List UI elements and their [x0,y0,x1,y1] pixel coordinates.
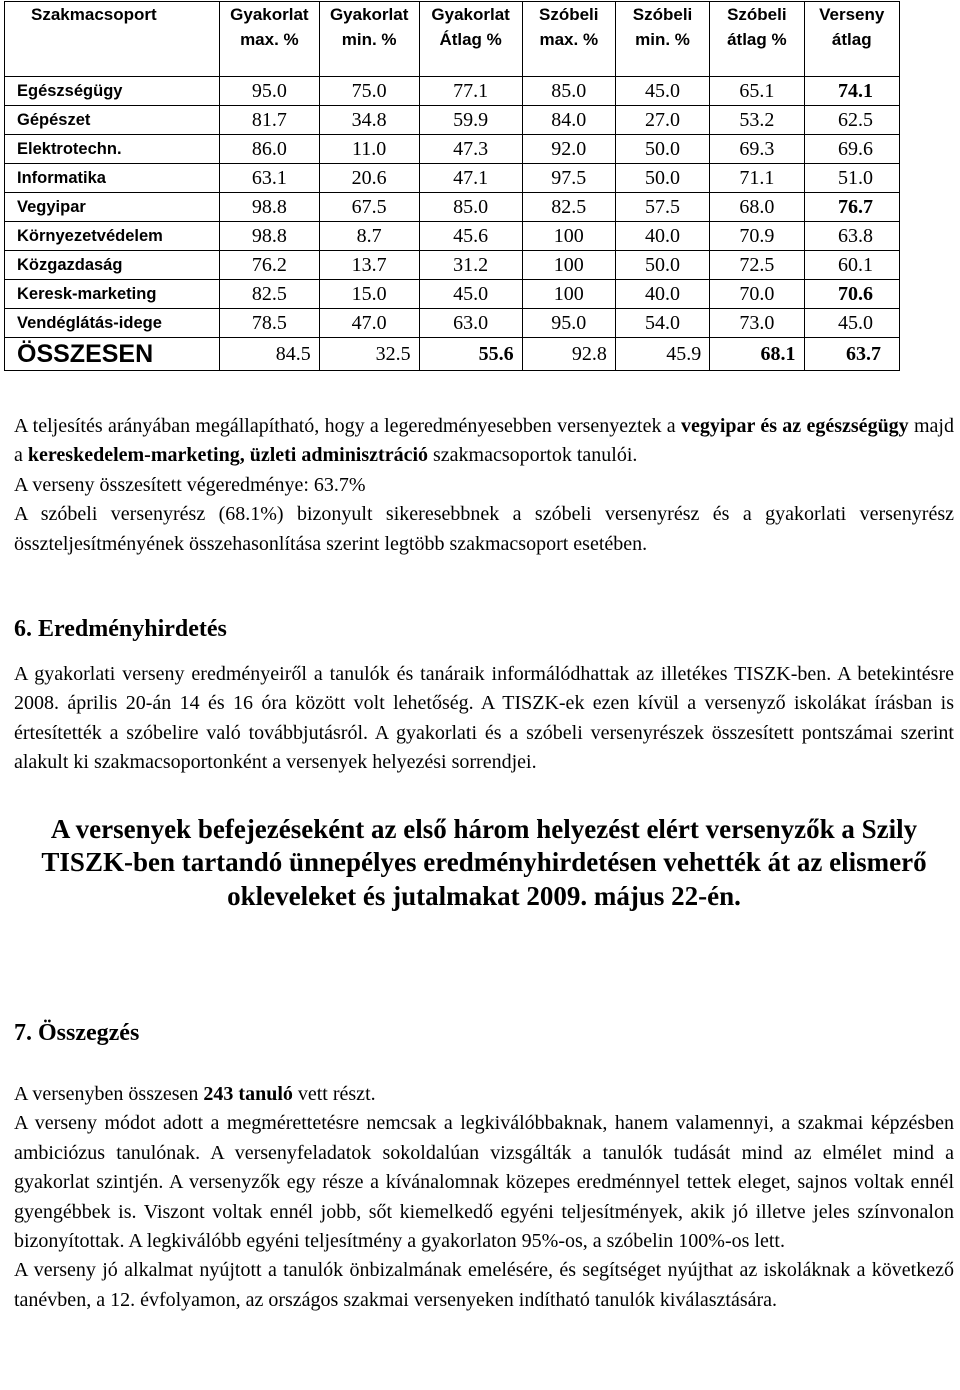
total-cell: 63.7 [804,338,900,371]
table-cell: 76.2 [219,251,319,280]
table-row [5,280,900,309]
table-cell: 53.2 [710,106,804,135]
row-label: Vegyipar [5,193,220,222]
table-cell: 82.5 [522,193,615,222]
table-cell: 15.0 [319,280,419,309]
table-cell: 69.3 [710,135,804,164]
table-body [5,77,900,371]
total-cell: 55.6 [419,338,522,371]
row-label: Közgazdaság [5,251,220,280]
row-label: Keresk-marketing [5,280,220,309]
table-cell: 31.2 [419,251,522,280]
table-cell: 86.0 [219,135,319,164]
table-cell: 13.7 [319,251,419,280]
text-span: vett részt. [292,1083,376,1105]
table-cell: 50.0 [615,164,709,193]
section-6-paragraph: A gyakorlati verseny eredményeiről a tanulók és tanáraik informálódhattak az illetékes TISZK-ben. A betekintésre 2008. április 20-án 14 és 16 óra között volt lehetőség. A TISZK-ek ezen kívül a versenyző iskolákat írásban is értesítették a szóbelire való továbbjutásról. A gyakorlati és a szóbeli versenyrészek összesített pontszámai szerint alakult ki szakmacsoportonként a versenyek helyezési sorrendjei. [14,663,954,774]
total-cell: 92.8 [522,338,615,371]
table-cell: 98.8 [219,193,319,222]
results-table [4,1,900,371]
row-label: Informatika [5,164,220,193]
bold-text: 243 tanuló [203,1083,293,1105]
table-cell: 98.8 [219,222,319,251]
table-cell: 84.0 [522,106,615,135]
header-cell: Gyakorlat Átlag % [419,2,522,77]
table-cell: 70.6 [804,280,900,309]
summary-paragraph [14,412,954,471]
table-cell: 63.0 [419,309,522,338]
header-cell: Szóbeli átlag % [710,2,804,77]
text-span: A teljesítés arányában megállapítható, hogy a legeredményesebben versenyeztek a [14,415,681,437]
table-cell: 45.0 [804,309,900,338]
header-cell: Gyakorlat min. % [319,2,419,77]
table-cell: 73.0 [710,309,804,338]
row-label: Egészségügy [5,77,220,106]
table-cell: 51.0 [804,164,900,193]
header-cell: Szóbeli min. % [615,2,709,77]
table-row [5,106,900,135]
table-cell: 47.1 [419,164,522,193]
table-cell: 45.0 [419,280,522,309]
table-row [5,164,900,193]
award-announcement: A versenyek befejezéseként az első három helyezést elért versenyzők a Szily TISZK-ben tartandó ünnepélyes eredményhirdetésen vehették át az elismerő okleveleket és jutalmakat 2009. május 22-én. [41,814,927,911]
table-row [5,222,900,251]
table-cell: 63.8 [804,222,900,251]
bold-text: vegyipar és az egészségügy [680,415,909,437]
participants-paragraph [14,1080,954,1109]
evaluation-paragraph: A verseny módot adott a megmérettetésre nemcsak a legkiválóbbaknak, hanem valamennyi, a szakmai képzésben ambiciózus tanulónak. A versenyfeladatok sokoldalúan vizsgálták a tanulók tudását mind az elmélet mind a gyakorlat szintjén. A versenyzők egy része a kívánalomnak közepes eredménnyel tettek eleget, sajnos voltak ennél gyengébbek is. Viszont voltak ennél jobb, sőt kiemelkedő egyéni teljesítmények, akik jó illetve jeles színvonalon bizonyítottak. A legkiválóbb egyéni teljesítmény a gyakorlaton 95%-os, a szóbelin 100%-os lett. [14,1112,954,1253]
bold-text: kereskedelem-marketing, üzleti adminisztráció [27,444,428,467]
table-row [5,309,900,338]
table-cell: 54.0 [615,309,709,338]
table-cell: 69.6 [804,135,900,164]
table-cell: 60.1 [804,251,900,280]
header-cell: Verseny átlag [804,2,900,77]
table-cell: 85.0 [522,77,615,106]
header-cell: Szakmacsoport [5,2,220,77]
table-cell: 97.5 [522,164,615,193]
table-cell: 62.5 [804,106,900,135]
table-cell: 47.3 [419,135,522,164]
table-cell: 40.0 [615,280,709,309]
table-cell: 70.0 [710,280,804,309]
table-cell: 40.0 [615,222,709,251]
table-header-row [5,2,900,77]
table-cell: 63.1 [219,164,319,193]
table-cell: 8.7 [319,222,419,251]
row-label: Vendéglátás-idege [5,309,220,338]
table-cell: 76.7 [804,193,900,222]
table-cell: 74.1 [804,77,900,106]
table-cell: 78.5 [219,309,319,338]
table-cell: 34.8 [319,106,419,135]
section-6-heading: 6. Eredményhirdetés [14,616,227,642]
table-cell: 100 [522,251,615,280]
table-cell: 75.0 [319,77,419,106]
table-cell: 59.9 [419,106,522,135]
table-cell: 82.5 [219,280,319,309]
row-label: Elektrotechn. [5,135,220,164]
table-row [5,135,900,164]
total-cell: 32.5 [319,338,419,371]
table-cell: 95.0 [219,77,319,106]
table-cell: 27.0 [615,106,709,135]
table-cell: 50.0 [615,251,709,280]
header-cell: Gyakorlat max. % [219,2,319,77]
table-cell: 50.0 [615,135,709,164]
table-cell: 100 [522,280,615,309]
table-cell: 71.1 [710,164,804,193]
table-row [5,77,900,106]
table-cell: 45.6 [419,222,522,251]
table-cell: 92.0 [522,135,615,164]
text-span: szakmacsoportok tanulói. [428,444,638,467]
text-span: A versenyben összesen [14,1083,204,1105]
table-cell: 47.0 [319,309,419,338]
row-label: Környezetvédelem [5,222,220,251]
table-cell: 20.6 [319,164,419,193]
overall-result: A verseny összesített végeredménye: 63.7% [14,473,366,496]
row-label: Gépészet [5,106,220,135]
table-row [5,193,900,222]
table-cell: 65.1 [710,77,804,106]
total-cell: 84.5 [219,338,319,371]
table-cell: 72.5 [710,251,804,280]
table-cell: 81.7 [219,106,319,135]
oral-comparison: A szóbeli versenyrész (68.1%) bizonyult sikeresebbnek a szóbeli versenyrész és a gyakorlati versenyrész összteljesítményének összehasonlítása szerint legtöbb szakmacsoport esetében. [14,503,954,555]
table-cell: 67.5 [319,193,419,222]
section-6-text [14,660,954,778]
header-cell: Szóbeli max. % [522,2,615,77]
table-row [5,251,900,280]
table-cell: 45.0 [615,77,709,106]
conclusion-paragraph: A verseny jó alkalmat nyújtott a tanulók önbizalmának emelésére, és segítséget nyújthat az iskoláknak a következő tanévben, a 12. évfolyamon, az országos szakmai versenyeken indítható tanulók kiválasztására. [14,1259,954,1311]
summary-text [14,412,954,559]
table-cell: 11.0 [319,135,419,164]
text-span: majd a [14,415,954,467]
table-cell: 100 [522,222,615,251]
table-cell: 70.9 [710,222,804,251]
total-row [5,338,900,371]
section-7-text [14,1080,954,1315]
total-cell: 68.1 [710,338,804,371]
table-cell: 85.0 [419,193,522,222]
table-cell: 57.5 [615,193,709,222]
total-label: ÖSSZESEN [5,338,220,371]
total-cell: 45.9 [615,338,709,371]
table-cell: 95.0 [522,309,615,338]
table-cell: 77.1 [419,77,522,106]
table-cell: 68.0 [710,193,804,222]
section-7-heading: 7. Összegzés [14,1020,140,1046]
